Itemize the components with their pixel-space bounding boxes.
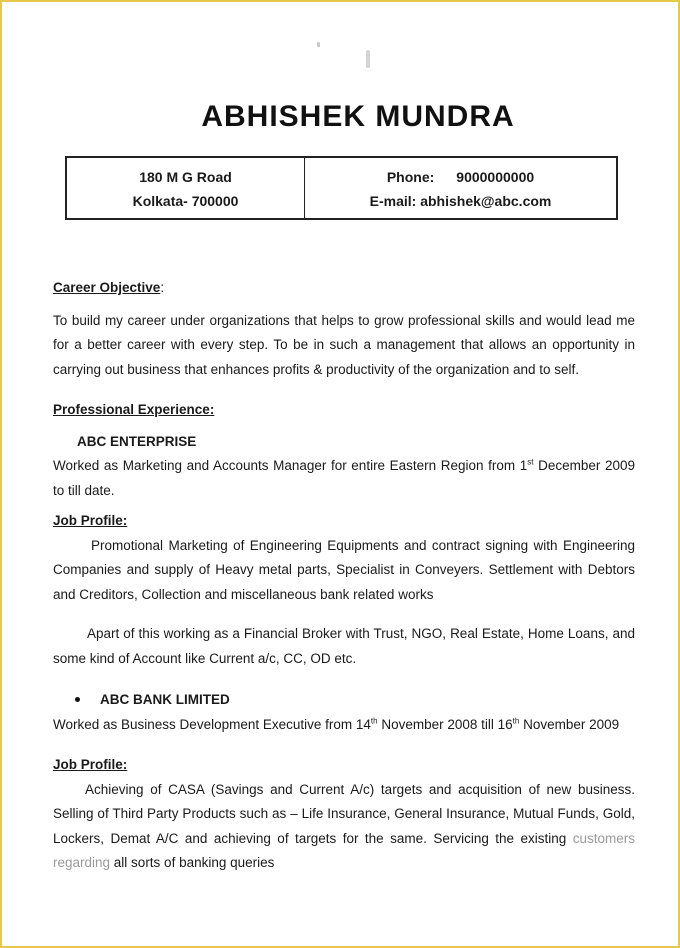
phone-label: Phone:	[386, 169, 435, 185]
job2-profile-text-b: customers regarding	[53, 830, 635, 870]
job2-desc-post: November 2009	[519, 716, 620, 732]
experience-heading: Professional Experience:	[53, 402, 215, 417]
job1-desc-post: December 2009 to till date.	[53, 458, 635, 498]
email-label: E-mail:	[369, 193, 417, 209]
job2-description	[53, 713, 635, 738]
heading-colon: :	[160, 280, 165, 295]
job1-extra-text: Apart of this working as a Financial Broker with Trust, NGO, Real Estate, Home Loans, and some kind of Account like Current a/c, CC, OD etc.	[53, 626, 635, 666]
experience-heading-row	[53, 398, 635, 423]
job1-company: ABC ENTERPRISE	[77, 433, 197, 449]
job1-description	[53, 454, 635, 503]
job2-company-row	[53, 688, 635, 713]
job2-profile-heading: Job Profile:	[53, 757, 128, 772]
phone-row	[387, 165, 534, 189]
job2-desc-sup-2: th	[512, 716, 520, 725]
job1-profile-text: Promotional Marketing of Engineering Equipments and contract signing with Engineering Companies and supply of Heavy metal parts, Specialist in Conveyers. Settlement with Debtors and Creditors, Collection and miscellaneous bank related works	[53, 537, 635, 602]
contact-box	[65, 156, 618, 220]
job1-desc-pre: Worked as Marketing and Accounts Manager for entire Eastern Region from 1	[53, 458, 528, 473]
job2-profile-text-a: Achieving of CASA (Savings and Current A/c) targets and acquisition of new business. Selling of Third Party Products such as – Life Insurance, General Insurance, Mutual Funds, Gold, Lockers, Demat A/C and achieving of targets for the same. Servicing the existing	[53, 781, 635, 846]
job2-profile-text-c: all sorts of banking queries	[110, 855, 275, 870]
job1-desc-sup: st	[527, 457, 534, 467]
career-objective-heading-row	[53, 276, 635, 301]
career-objective-text: To build my career under organizations that helps to grow professional skills and would lead me for a better career with every step. To be in such a management that allows an opportunity in carrying out business that enhances profits & productivity of the organization and to self.	[53, 312, 635, 377]
email-value: abhishek@abc.com	[420, 193, 552, 209]
job2-desc-pre: Worked as Business Development Executive from 14	[53, 716, 371, 732]
resume-name: ABHISHEK MUNDRA	[201, 100, 515, 133]
job2-profile-text	[53, 778, 635, 876]
scan-speck	[317, 42, 320, 47]
job1-profile-heading: Job Profile:	[53, 513, 128, 528]
address-line-1: 180 M G Road	[139, 169, 232, 185]
job2-profile-heading-row	[53, 753, 635, 778]
phone-email-cell	[305, 158, 616, 218]
bullet-icon	[75, 697, 80, 702]
email-row	[370, 189, 552, 213]
phone-value: 9000000000	[456, 169, 535, 185]
scan-speck	[366, 50, 370, 68]
resume-body	[53, 276, 635, 876]
address-cell	[67, 158, 305, 218]
job1-profile-heading-row	[53, 509, 635, 534]
address-line-2: Kolkata- 700000	[132, 193, 239, 209]
job2-desc-mid: November 2008 till 16	[377, 716, 513, 732]
career-objective-heading: Career Objective	[53, 280, 161, 295]
job2-company: ABC BANK LIMITED	[100, 692, 230, 707]
job2-desc-sup-1: th	[370, 716, 378, 725]
